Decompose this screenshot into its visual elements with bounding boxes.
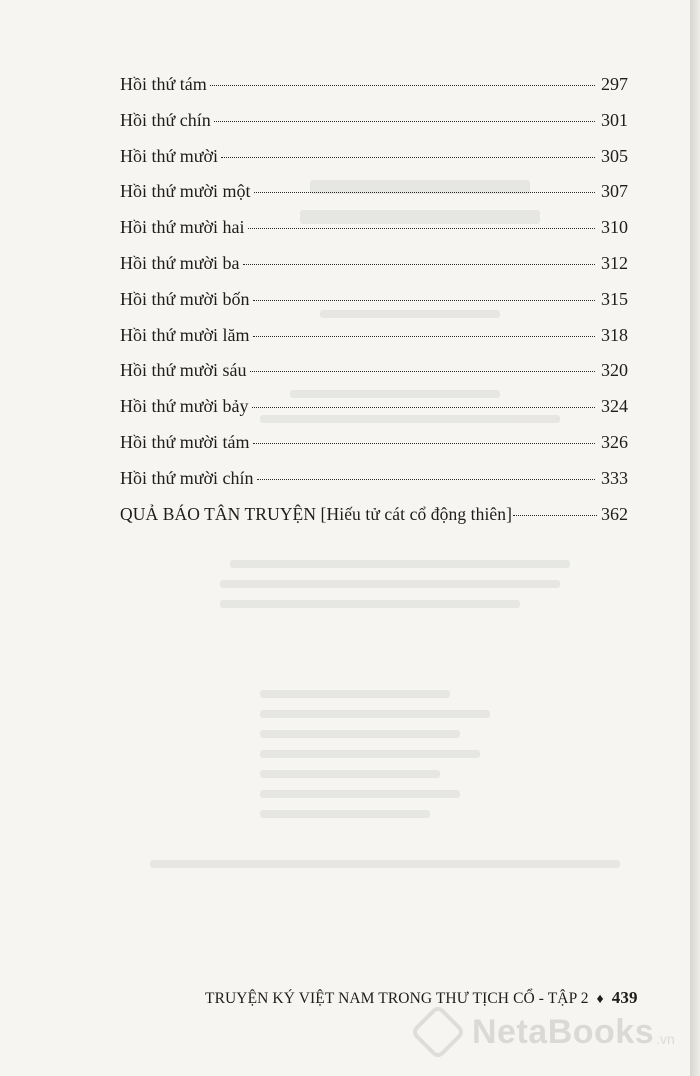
- toc-entry-title: Hồi thứ mười bảy: [120, 396, 249, 417]
- dot-leader: [253, 443, 595, 444]
- toc-entry[interactable]: [120, 285, 628, 321]
- toc-entry-title: Hồi thứ mười tám: [120, 431, 250, 452]
- toc-entry-page: 318: [601, 324, 628, 345]
- page-edge: [690, 0, 700, 1076]
- toc-entry[interactable]: [120, 142, 628, 178]
- toc-entry[interactable]: [120, 428, 628, 464]
- dot-leader: [253, 336, 595, 337]
- watermark: [418, 1012, 675, 1052]
- toc-entry-title: Hồi thứ mười lăm: [120, 324, 250, 345]
- toc-entry-title: Hồi thứ mười ba: [120, 252, 240, 273]
- toc-entry-page: 297: [601, 74, 628, 94]
- toc-entry-title: Hồi thứ chín: [120, 109, 211, 130]
- toc-entry-page: 320: [601, 360, 628, 381]
- toc-entry-page: 333: [601, 467, 628, 488]
- dot-leader: [221, 157, 595, 158]
- toc-entry[interactable]: [120, 213, 628, 249]
- toc-entry[interactable]: [120, 356, 628, 392]
- netabooks-logo-icon: [410, 1004, 467, 1061]
- running-footer: [205, 988, 638, 1008]
- dot-leader: [243, 264, 595, 265]
- dot-leader: [513, 515, 597, 516]
- toc-entry-title: Hồi thứ tám: [120, 74, 207, 94]
- dot-leader: [250, 371, 595, 372]
- dot-leader: [254, 192, 595, 193]
- toc-entry[interactable]: [120, 500, 628, 536]
- dot-leader: [210, 85, 595, 86]
- toc-entry-title: Hồi thứ mười hai: [120, 217, 245, 238]
- footer-book-title: TRUYỆN KÝ VIỆT NAM TRONG THƯ TỊCH CỔ - TẬP 2: [205, 990, 589, 1007]
- dot-leader: [257, 479, 595, 480]
- toc-entry-title: Hồi thứ mười một: [120, 181, 251, 202]
- toc-entry-page: 324: [601, 396, 628, 417]
- toc-entry-page: 307: [601, 181, 628, 202]
- toc-entry[interactable]: [120, 321, 628, 357]
- toc-entry-title: Hồi thứ mười sáu: [120, 360, 247, 381]
- toc-entry[interactable]: [120, 106, 628, 142]
- diamond-icon: ♦: [596, 992, 604, 1007]
- toc-entry[interactable]: [120, 464, 628, 500]
- toc-entry-page: 326: [601, 431, 628, 452]
- table-of-contents: [120, 70, 628, 535]
- toc-entry-page: 301: [601, 109, 628, 130]
- dot-leader: [248, 228, 595, 229]
- toc-entry-page: 362: [601, 503, 628, 524]
- toc-entry-page: 312: [601, 252, 628, 273]
- toc-entry-title: Hồi thứ mười bốn: [120, 288, 250, 309]
- toc-entry-title: Hồi thứ mười: [120, 145, 219, 166]
- toc-entry-page: 305: [601, 145, 628, 166]
- page-number: 439: [611, 988, 638, 1007]
- toc-entry-title: QUẢ BÁO TÂN TRUYỆN [Hiếu tử cát cổ động thiên]: [120, 503, 513, 524]
- toc-entry[interactable]: [120, 249, 628, 285]
- dot-leader: [214, 121, 595, 122]
- dot-leader: [253, 300, 595, 301]
- toc-entry-title: Hồi thứ mười chín: [120, 467, 254, 488]
- watermark-suffix: .vn: [656, 1031, 675, 1047]
- toc-entry-page: 310: [601, 217, 628, 238]
- toc-entry[interactable]: [120, 70, 628, 106]
- watermark-brand: NetaBooks: [472, 1012, 655, 1051]
- toc-entry[interactable]: [120, 177, 628, 213]
- toc-entry[interactable]: [120, 392, 628, 428]
- toc-entry-page: 315: [601, 288, 628, 309]
- dot-leader: [252, 407, 595, 408]
